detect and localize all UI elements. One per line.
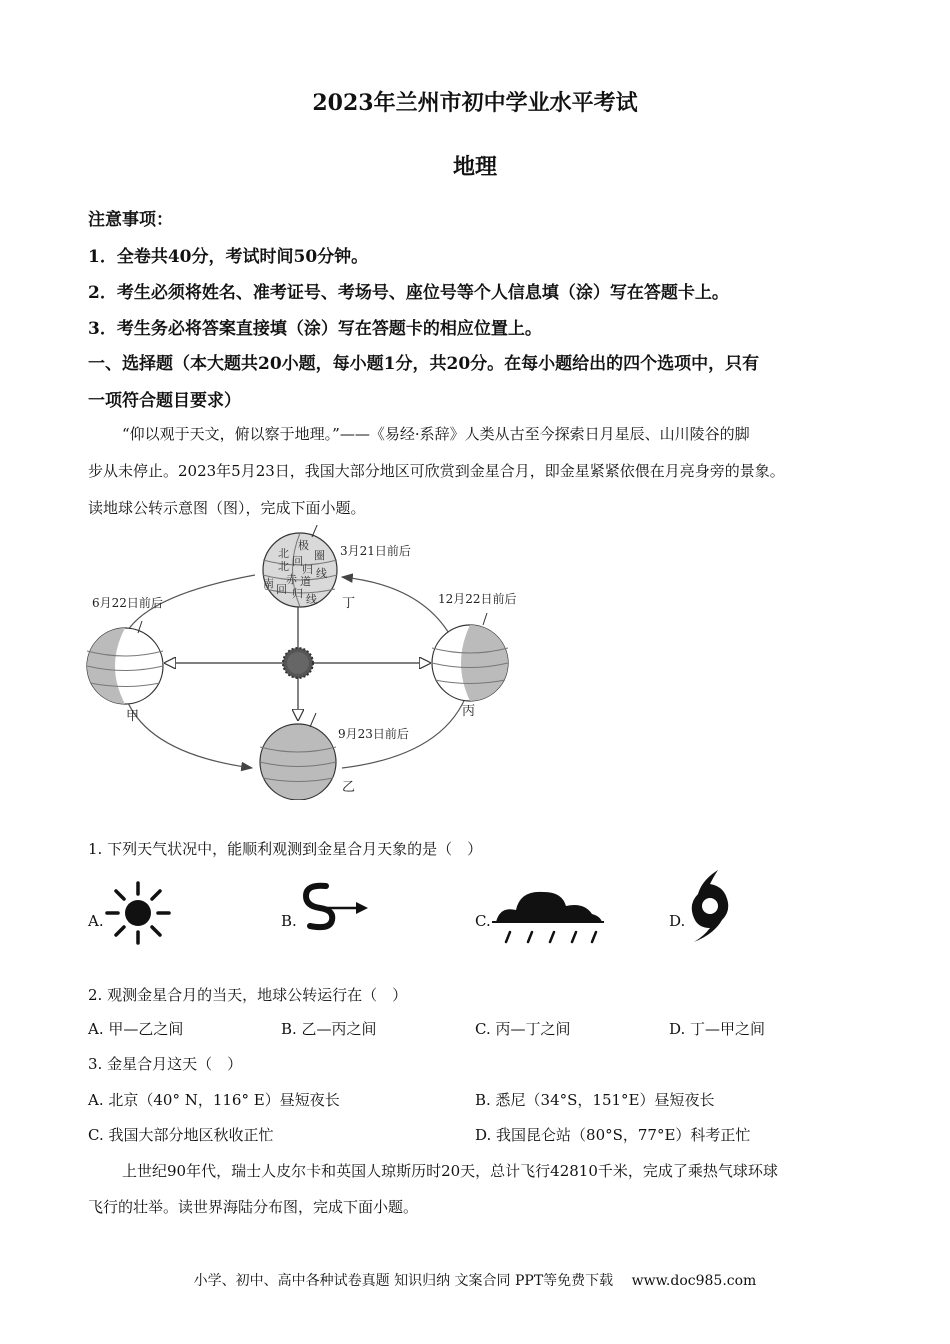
globe-label: 归 — [302, 563, 313, 576]
globe-label: 回 — [292, 555, 303, 568]
note-item: 2．考生必须将姓名、准考证号、考场号、座位号等个人信息填（涂）写在答题卡上。 — [88, 283, 729, 303]
earth-revolution-diagram — [80, 525, 540, 800]
passage-text: “仰以观于天文，俯以察于地理。”——《易经·系辞》人类从古至今探索日月星辰、山川陵谷的脚 — [122, 425, 750, 443]
globe-label: 线 — [306, 593, 317, 606]
globe-label: 北 — [278, 547, 289, 560]
rain-cloud-icon — [492, 884, 604, 946]
q2-option: A. 甲—乙之间 — [88, 1020, 184, 1038]
orbit-arc — [342, 577, 450, 635]
date-label: 3月21日前后 — [340, 544, 411, 558]
passage-text: 上世纪90年代，瑞士人皮尔卡和英国人琼斯历时20天，总计飞行42810千米，完成了乘热气球环球 — [122, 1162, 778, 1180]
sun-icon — [283, 648, 313, 678]
globe-jia — [87, 621, 163, 704]
exam-title: 2023年兰州市初中学业水平考试 — [312, 90, 638, 116]
q3-option: D. 我国昆仑站（80°S，77°E）科考正忙 — [475, 1126, 751, 1144]
section-heading-cont: 一项符合题目要求） — [88, 391, 241, 411]
sun-icon — [104, 880, 172, 946]
q2-option: C. 丙—丁之间 — [475, 1020, 571, 1038]
question-2-stem: 2. 观测金星合月的当天，地球公转运行在（ ） — [88, 986, 408, 1004]
date-label: 6月22日前后 — [92, 596, 163, 610]
note-item: 1．全卷共40分，考试时间50分钟。 — [88, 247, 369, 267]
globe-label: 赤 — [286, 573, 297, 586]
q2-option: D. 丁—甲之间 — [669, 1020, 766, 1038]
q1-option-a-letter: A. — [88, 912, 104, 930]
passage-text: 飞行的壮举。读世界海陆分布图，完成下面小题。 — [88, 1198, 419, 1216]
globe-label: 线 — [316, 567, 327, 580]
section-heading: 一、选择题（本大题共20小题，每小题1分，共20分。在每小题给出的四个选项中，只有 — [88, 354, 760, 374]
globe-ding — [263, 525, 337, 607]
page-footer: 小学、初中、高中各种试卷真题 知识归纳 文案合同 PPT等免费下载 www.doc985.com — [193, 1273, 757, 1289]
q3-option: A. 北京（40° N，116° E）昼短夜长 — [88, 1091, 340, 1109]
q1-option-d-letter: D. — [669, 912, 686, 930]
globe-label: 回 — [276, 583, 287, 596]
notes-heading: 注意事项： — [88, 210, 173, 230]
note-item: 3．考生务必将答案直接填（涂）写在答题卡的相应位置上。 — [88, 319, 542, 339]
position-label: 丁 — [342, 596, 356, 611]
q3-option: C. 我国大部分地区秋收正忙 — [88, 1126, 274, 1144]
typhoon-icon — [684, 868, 736, 944]
wind-icon — [298, 880, 373, 934]
subject-title: 地理 — [452, 154, 497, 180]
globe-label: 归 — [292, 587, 303, 600]
question-1-stem: 1. 下列天气状况中，能顺利观测到金星合月天象的是（ ） — [88, 840, 483, 858]
q2-option: B. 乙—丙之间 — [281, 1020, 377, 1038]
date-label: 12月22日前后 — [438, 592, 517, 606]
globe-yi — [260, 713, 336, 800]
position-label: 甲 — [126, 709, 140, 724]
globe-label: 极 — [298, 539, 309, 552]
position-label: 丙 — [462, 704, 476, 719]
position-label: 乙 — [342, 780, 356, 795]
globe-label: 南 — [263, 577, 274, 590]
passage-text: 步从未停止。2023年5月23日，我国大部分地区可欣赏到金星合月，即金星紧紧依偎在月亮身旁的景象。 — [88, 462, 785, 480]
passage-text: 读地球公转示意图（图），完成下面小题。 — [88, 499, 366, 517]
globe-label: 圈 — [314, 549, 325, 562]
q3-option: B. 悉尼（34°S，151°E）昼短夜长 — [475, 1091, 715, 1109]
question-3-stem: 3. 金星合月这天（ ） — [88, 1055, 243, 1073]
globe-label: 道 — [300, 575, 311, 588]
date-label: 9月23日前后 — [338, 727, 409, 741]
globe-label: 北 — [278, 560, 289, 573]
q1-option-b-letter: B. — [281, 912, 297, 930]
q1-option-c-letter: C. — [475, 912, 491, 930]
